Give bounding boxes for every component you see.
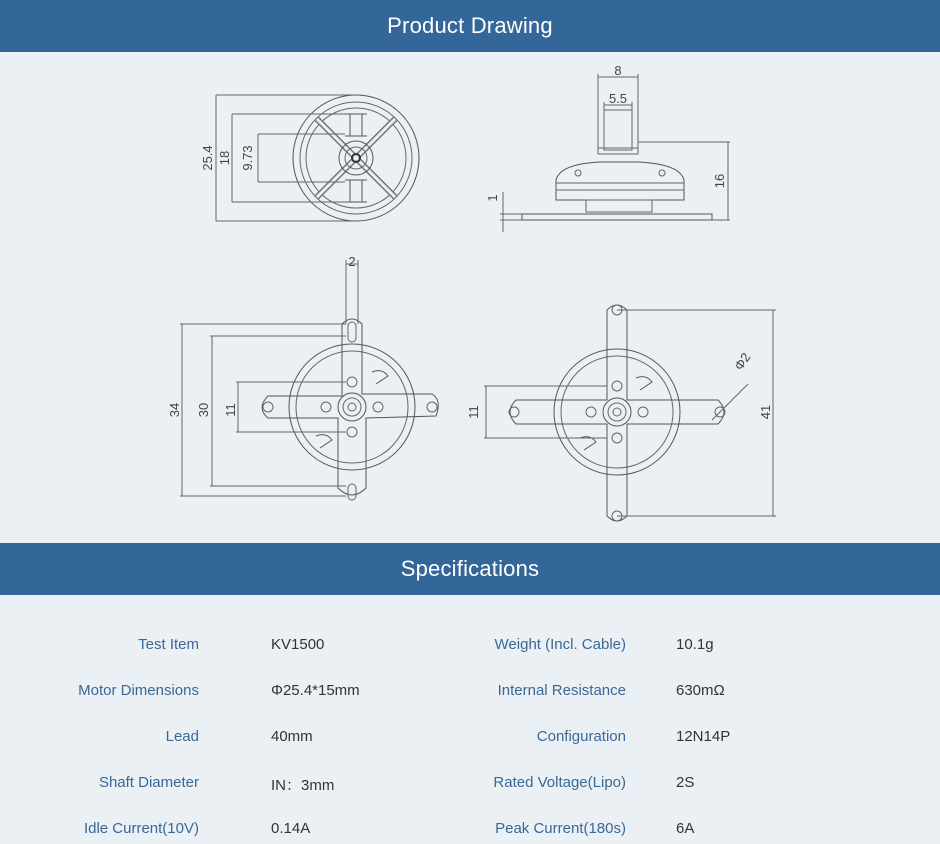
spec-row	[0, 636, 940, 660]
spec-value: 6A	[676, 820, 695, 837]
spec-label: Configuration	[536, 728, 626, 745]
motor-mount-view-right	[484, 305, 776, 521]
product-drawing-title: Product Drawing	[387, 13, 553, 38]
spec-label: Peak Current(180s)	[495, 820, 626, 837]
dim-30-label: 30	[196, 402, 211, 418]
spec-row	[0, 774, 940, 798]
spec-label: Internal Resistance	[497, 682, 626, 699]
spec-value: 0.14A	[271, 820, 311, 837]
spec-value: 2S	[676, 774, 695, 791]
specifications-table	[0, 595, 940, 838]
spec-label: Rated Voltage(Lipo)	[493, 774, 626, 791]
spec-row	[0, 682, 940, 706]
dim-11-right-label: 11	[466, 405, 481, 419]
spec-label: Idle Current(10V)	[83, 820, 199, 837]
spec-label: Motor Dimensions	[78, 682, 199, 699]
spec-value: 630mΩ	[676, 682, 725, 699]
dim-25-4-label: 25.4	[200, 145, 215, 171]
dim-2-label: 2	[348, 254, 356, 269]
product-drawing-header	[0, 0, 940, 52]
dim-5-5-label: 5.5	[608, 91, 628, 106]
dim-9-73-label: 9.73	[240, 145, 255, 171]
spec-value: 10.1g	[676, 636, 714, 653]
spec-value: 12N14P	[676, 728, 731, 745]
spec-row	[0, 820, 940, 844]
dim-16-label: 16	[712, 173, 727, 189]
spec-label: Test Item	[138, 636, 199, 653]
motor-mount-view-left	[180, 260, 438, 500]
dim-phi2-label: Φ2	[731, 349, 754, 373]
spec-label: Shaft Diameter	[98, 774, 199, 791]
specifications-title: Specifications	[400, 556, 540, 581]
dim-8-label: 8	[614, 63, 622, 78]
dim-18-label: 18	[217, 150, 232, 166]
dim-11-left-label: 11	[223, 403, 238, 417]
dim-1-label: 1	[485, 194, 500, 202]
specifications-header	[0, 543, 940, 595]
spec-value: IN：3mm	[271, 777, 335, 794]
dim-34-label: 34	[167, 402, 182, 418]
spec-label: Lead	[165, 728, 199, 745]
spec-value: 40mm	[271, 728, 313, 745]
product-drawing	[0, 52, 940, 543]
spec-row	[0, 728, 940, 752]
spec-label: Weight (Incl. Cable)	[494, 636, 626, 653]
spec-value: Φ25.4*15mm	[271, 682, 360, 699]
dim-41-label: 41	[758, 404, 773, 420]
spec-value: KV1500	[271, 636, 325, 653]
